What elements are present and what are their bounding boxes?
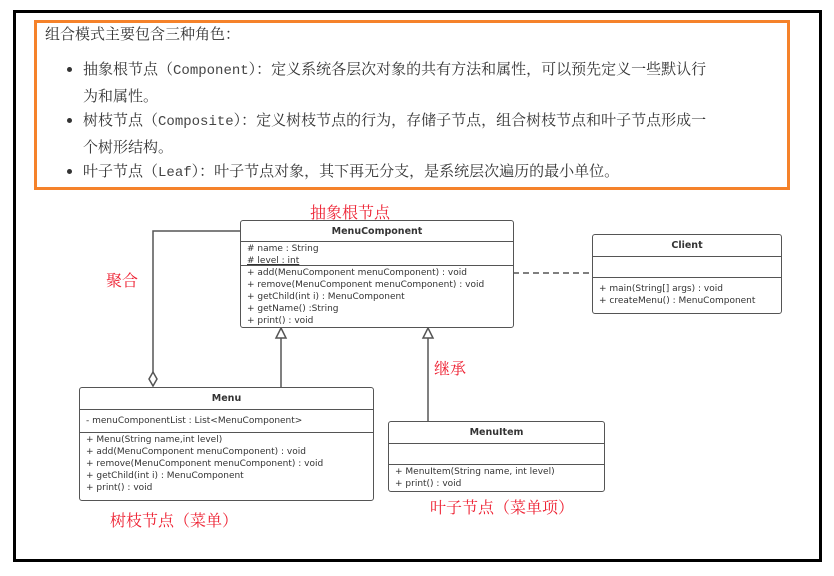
- class-title: MenuComponent: [241, 221, 513, 242]
- label-aggregation: 聚合: [106, 271, 139, 290]
- class-methods: [593, 278, 781, 308]
- label-leaf: 叶子节点（菜单项）: [430, 498, 575, 517]
- role-desc: ：定义系统各层次对象的共有方法和属性，可以预先定义一些默认行: [256, 60, 707, 78]
- role-desc: ：定义树枝节点的行为，存储子节点，组合树枝节点和叶子节点形成一: [241, 111, 707, 129]
- class-attributes: [80, 410, 373, 433]
- paren-close: ）: [248, 60, 257, 78]
- method: + remove(MenuComponent menuComponent) : void: [86, 459, 324, 469]
- aggregation-diamond-icon: [149, 372, 157, 386]
- aggregation-connector: [149, 231, 240, 386]
- inheritance-connector-menuitem: [423, 328, 433, 421]
- role-code: Component: [173, 63, 249, 79]
- attribute: # name : String: [247, 244, 319, 254]
- role-code: Composite: [158, 114, 234, 130]
- class-client: [592, 234, 782, 314]
- class-menu-item: [388, 421, 605, 492]
- inheritance-arrow-icon: [276, 328, 286, 338]
- class-attributes: [241, 242, 513, 266]
- method: + print() : void: [86, 483, 153, 493]
- method: + getChild(int i) : MenuComponent: [247, 292, 405, 302]
- role-desc-cont: 为和属性。: [83, 86, 159, 105]
- class-menu: [79, 387, 374, 501]
- paren-open: （: [143, 111, 159, 129]
- class-attributes: [389, 444, 604, 465]
- method: + getChild(int i) : MenuComponent: [86, 471, 244, 481]
- class-attributes: [593, 257, 781, 278]
- class-methods: [80, 433, 373, 495]
- paren-open: （: [158, 60, 174, 78]
- method: + MenuItem(String name, int level): [395, 467, 555, 477]
- label-inheritance: 继承: [434, 359, 467, 378]
- attribute: - menuComponentList : List<MenuComponent>: [86, 416, 303, 426]
- role-desc-cont: 个树形结构。: [83, 137, 174, 156]
- method: + print() : void: [395, 479, 462, 489]
- role-name: 树枝节点: [83, 111, 144, 129]
- class-title: Menu: [80, 388, 373, 410]
- paren-close: ）: [233, 111, 242, 129]
- inheritance-connector-menu: [276, 328, 286, 387]
- role-code: Leaf: [158, 165, 192, 181]
- paren-close: ）: [191, 162, 200, 180]
- role-name: 抽象根节点: [83, 60, 159, 78]
- method: + remove(MenuComponent menuComponent) : void: [247, 280, 485, 290]
- inheritance-arrow-icon: [423, 328, 433, 338]
- note-intro: 组合模式主要包含三种角色：: [45, 25, 241, 43]
- role-name: 叶子节点: [83, 162, 144, 180]
- role-desc: ：叶子节点对象，其下再无分支，是系统层次遍历的最小单位。: [199, 162, 620, 180]
- class-title: MenuItem: [389, 422, 604, 444]
- label-composite: 树枝节点（菜单）: [110, 511, 239, 530]
- class-methods: [389, 465, 604, 491]
- label-abstract-root: 抽象根节点: [310, 203, 391, 222]
- attribute: # level : int: [247, 256, 300, 266]
- class-methods: [241, 266, 513, 328]
- method: + main(String[] args) : void: [599, 284, 723, 294]
- method: + add(MenuComponent menuComponent) : void: [247, 268, 467, 278]
- method: + createMenu() : MenuComponent: [599, 296, 756, 306]
- method: + add(MenuComponent menuComponent) : void: [86, 447, 306, 457]
- paren-open: （: [143, 162, 159, 180]
- class-menu-component: [240, 220, 514, 328]
- method: + print() : void: [247, 316, 314, 326]
- class-title: Client: [593, 235, 781, 257]
- method: + getName() :String: [247, 304, 339, 314]
- method: + Menu(String name,int level): [86, 435, 223, 445]
